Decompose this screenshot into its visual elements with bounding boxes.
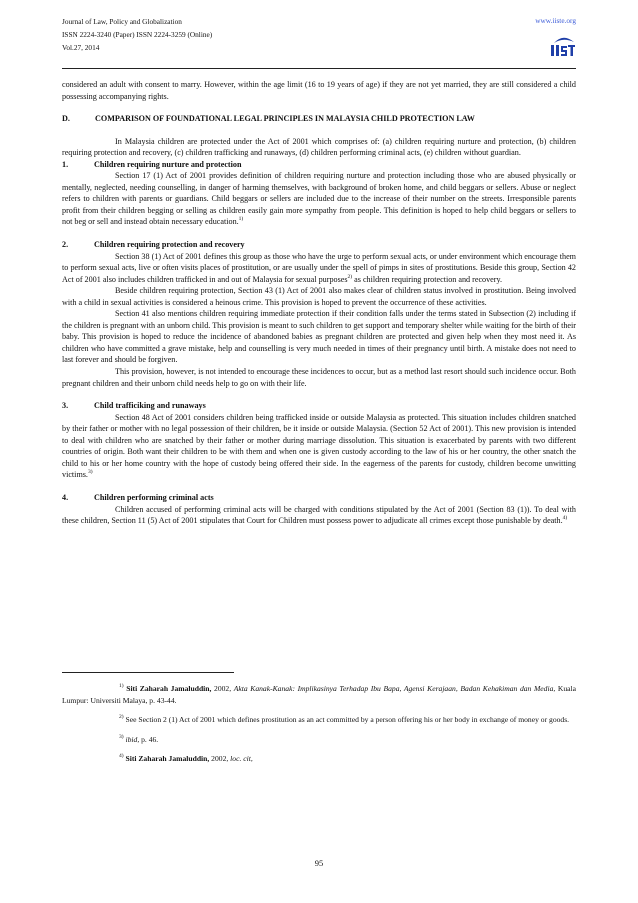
footnote-2: $^{2)}$ See Section 2 (1) Act of 2001 which defines prostitution as an act committed by a person offering his or her body in exchange of money or goods.	[119, 714, 570, 724]
issn-line: ISSN 2224-3240 (Paper) ISSN 2224-3259 (Online)	[62, 30, 213, 39]
section-4-heading: 4. Children performing criminal acts	[62, 492, 214, 502]
footnote-ref-2: 2)	[347, 273, 353, 280]
section-2-paragraph-2: Beside children requiring protection, Section 43 (1) Act of 2001 also makes clear of children status involved in prostitution. Being involved with a child in sexual activities is considered a heinous crime. This provision is hoped to prevent the occurrence of these activities.	[62, 286, 576, 307]
section-1-paragraph: Section 17 (1) Act of 2001 provides definition of children requiring nurture and protection including those who are abused physically or mentally, neglected, needing counselling, in danger of harming themselves, with background of broken home, and child beggars or sellers. Abuse or neglect refers to children with parents or guardians. Child beggars or sellers are included due to the increase of their number on the streets. Irresponsible parents profit from their children begging or selling as children easily gain more sympathy from people. This definition is hoped to help child beggars or sellers to not beg or sell and instead obtain necessary education.$^{1)}$	[62, 171, 576, 227]
page-number: 95	[314, 858, 324, 868]
main-text	[62, 79, 576, 527]
section-d-heading: D. COMPARISON OF FOUNDATIONAL LEGAL PRINCIPLES IN MALAYSIA CHILD PROTECTION LAW	[62, 114, 475, 124]
section-d-paragraph: In Malaysia children are protected under the Act of 2001 which comprises of: (a) children requiring nurture and protection, (b) children requiring protection and recovery, (c) children trafficking and runaways, (d) children performing criminal acts, (e) children without guardian.	[62, 136, 576, 158]
section-2-heading: 2. Children requiring protection and recovery	[62, 240, 245, 250]
footnote-ref-4: 4)	[562, 515, 568, 522]
section-1-heading: 1. Children requiring nurture and protection	[62, 159, 242, 169]
footnote-rule	[62, 672, 234, 673]
journal-url-link[interactable]: www.iiste.org	[535, 16, 576, 25]
section-2-paragraph-4: This provision, however, is not intended to encourage these incidences to occur, but as a method last resort should such incidence occur. Both pregnant children and their unborn child needs help to go on with their life.	[62, 367, 576, 388]
section-3-paragraph: Section 48 Act of 2001 considers children being trafficked inside or outside Malaysia as protected. This situation includes children snatched by their father or mother with no legal possession of their children, be it inside or outside Malaysia. (Section 52 Act of 2001). This new provision is intended to deal with children who are snatched by their father or mother during marriage dissolution. This situation is exacerbated by parents with two different countries of origin. Both want their children to be with them and when one is given custody according to the law of his or her country, the other snatch the child to his or her home country with the hope of custody being offered their side. In the eagerness of the parents for custody, children become unwitting victims.$^{3)}$	[62, 412, 576, 480]
footnotes	[62, 683, 576, 765]
header-rule	[62, 68, 576, 69]
footnote-1: $^{1)}$ Siti Zaharah Jamaluddin, 2002, Akta Kanak-Kanak: Implikasinya Terhadap Ibu Bapa, Agensi Kerajaan, Badan Kehakiman dan Media, Kuala Lumpur: Universiti Malaya, p. 43-44.	[62, 683, 577, 705]
section-2-paragraph-3: Section 41 also mentions children requiring immediate protection if their condition falls under the terms stated in Subsection (2) including if the children is pregnant with an unborn child. This provision is meant to such children to get support and temporary shelter while waiting for the birth of their baby. This provision is hoped to reduce the incidence of abandoned babies as pregnant children are protected and given help when they most need it. As children who have committed a grave mistake, help and counselling is very much needed in times of their pregnancy until birth. A mistake does not need to last forever and should be forgiven.	[62, 309, 576, 365]
iiste-logo	[550, 34, 576, 58]
intro-paragraph: considered an adult with consent to marry. However, within the age limit (16 to 19 years of age) if they are not yet married, they are still considered a child possessing accompanying rights.	[62, 80, 576, 101]
section-4-paragraph: Children accused of performing criminal acts will be charged with conditions stipulated by the Act of 2001 (Section 83 (1)). To deal with these children, Section 11 (5) Act of 2001 stipulates that Court for Children must possess power to adjudicate all crimes except those punishable by death.$^{4)}$	[62, 504, 576, 526]
footnote-3: $^{3)}$ ibid, p. 46.	[119, 733, 159, 744]
footnote-ref-1: 1)	[238, 216, 244, 223]
journal-title: Journal of Law, Policy and Globalization	[62, 17, 182, 26]
section-2-paragraph-1: Section 38 (1) Act of 2001 defines this group as those who have the urge to perform sexual acts, or under environment which encourage them to perform sexual acts, live or often visits places of prostitution, or are usually under the spell of pimps in sites of prostitutions. Beside this group, Section 42 Act of 2001 also includes children trafficked in and out of Malaysia for sexual purposes$^{2)}$ as children requiring protection and recovery.	[62, 251, 576, 284]
section-3-heading: 3. Child trafficiking and runaways	[62, 401, 206, 411]
volume-line: Vol.27, 2014	[62, 43, 100, 52]
footnote-ref-3: 3)	[87, 469, 93, 476]
footnote-4: $^{4)}$ Siti Zaharah Jamaluddin, 2002, loc. cit,	[119, 753, 253, 763]
